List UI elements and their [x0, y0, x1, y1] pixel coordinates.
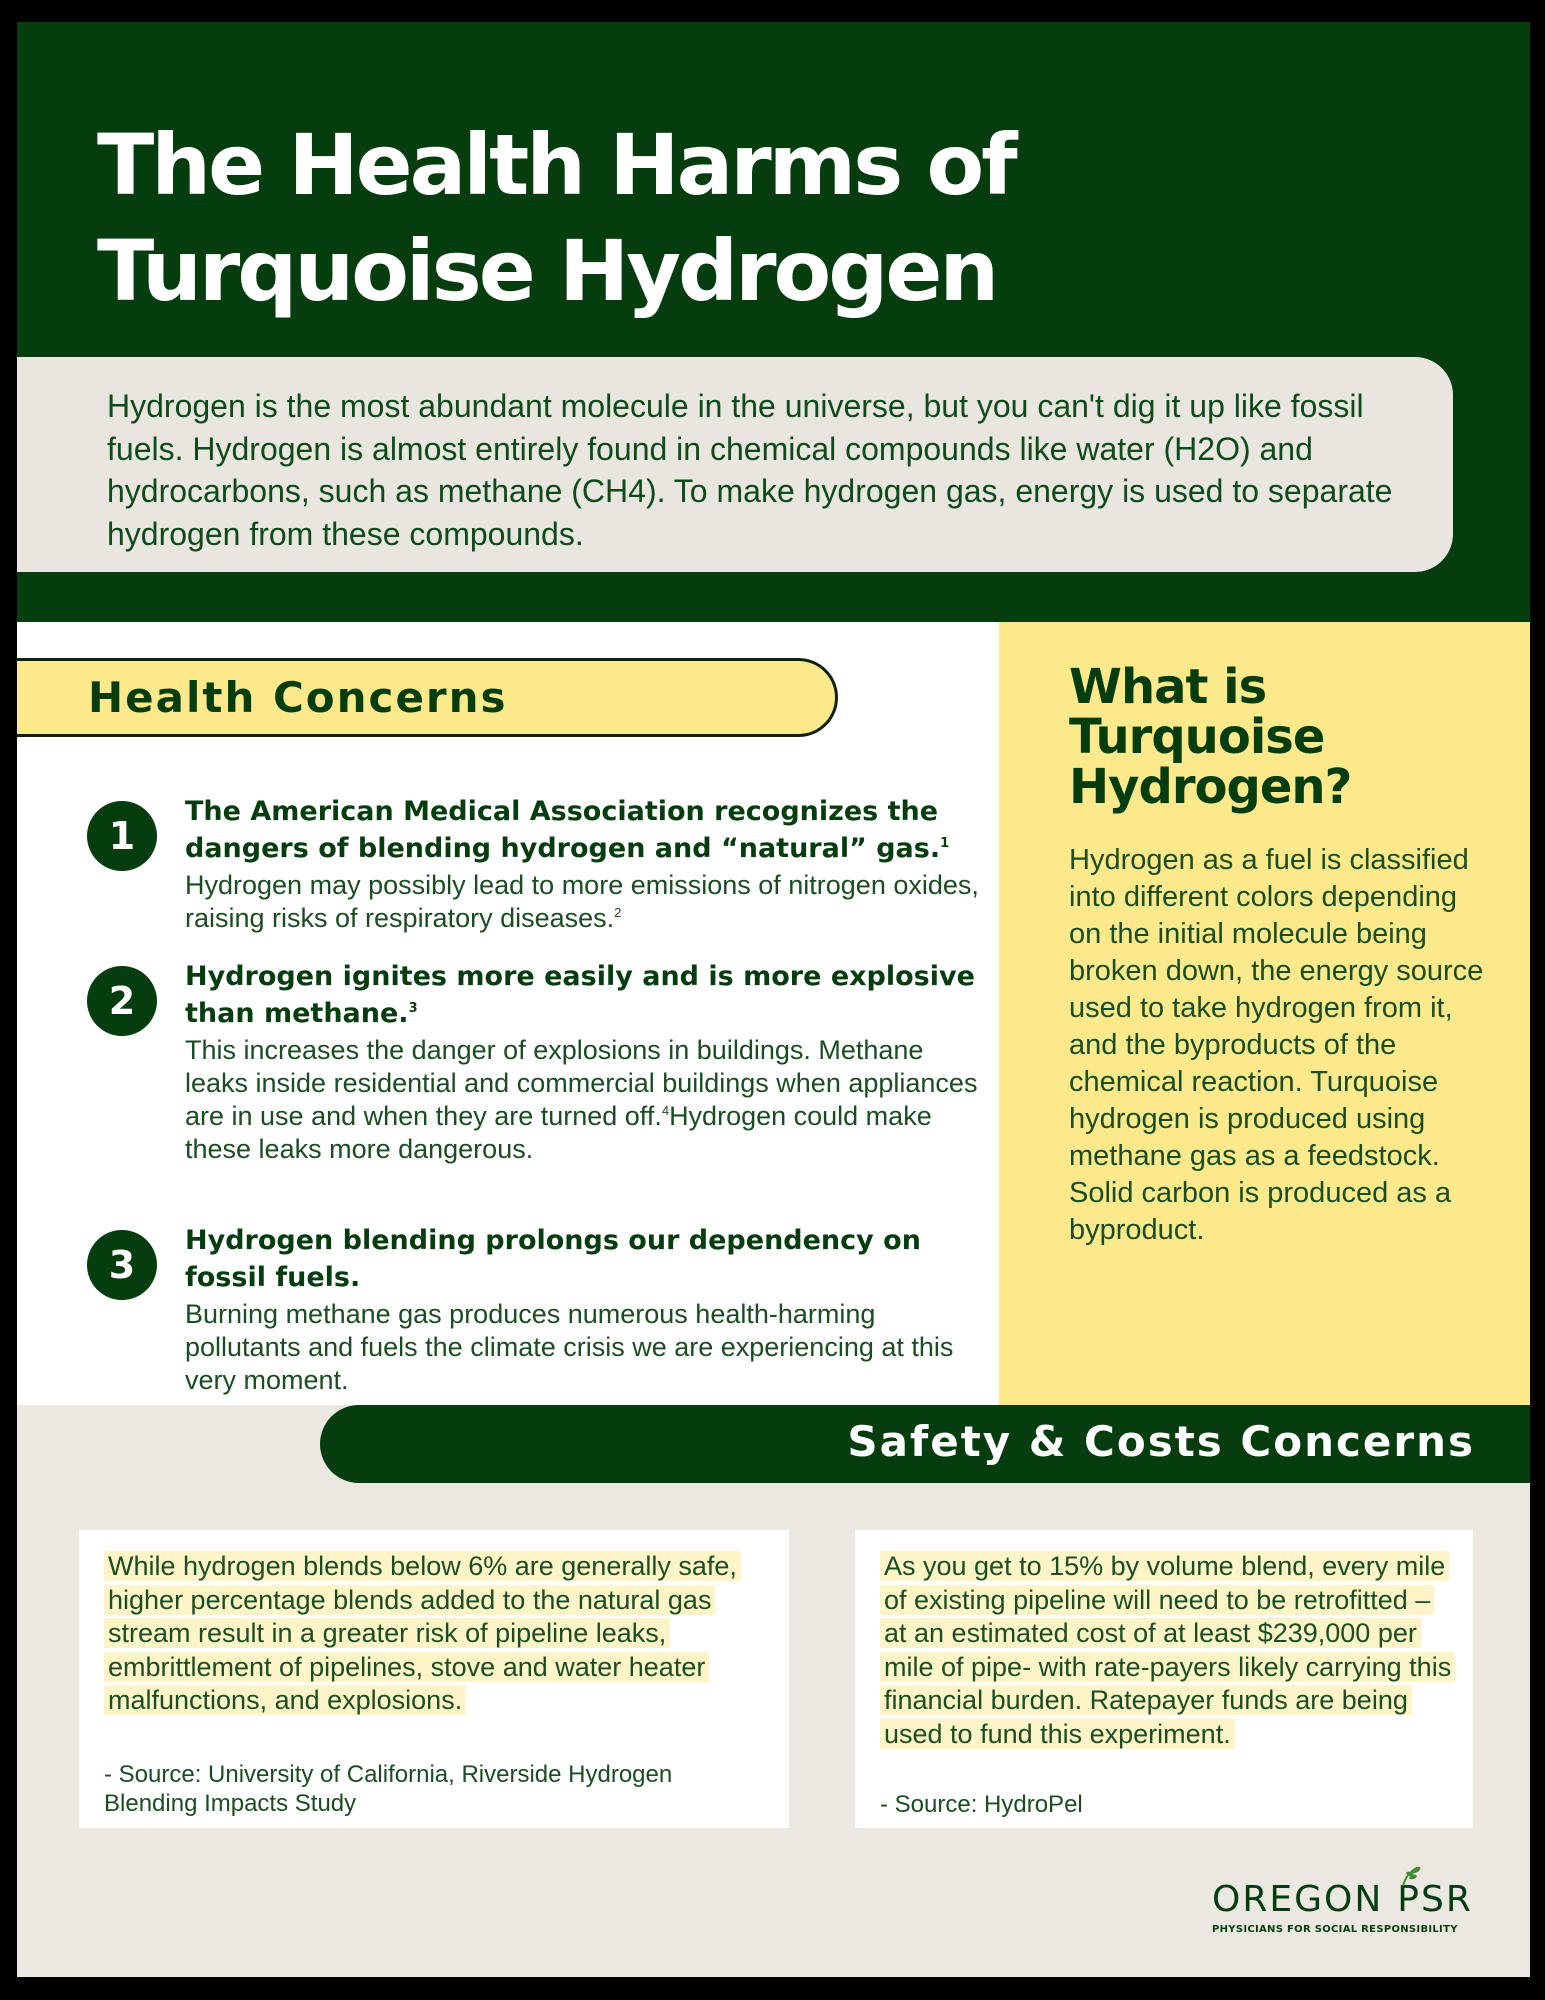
footnote-ref: 3	[408, 1001, 418, 1016]
oregon-psr-logo	[1212, 1880, 1492, 1935]
health-concerns-section	[17, 622, 999, 1405]
fact-sheet-page	[17, 22, 1530, 1977]
health-concerns-title: Health Concerns	[88, 673, 508, 722]
title-line-2: Turquoise Hydrogen	[97, 222, 997, 320]
intro-panel	[17, 357, 1453, 572]
concern-heading: Hydrogen blending prolongs our dependency on fossil fuels.	[185, 1225, 921, 1293]
sidebar-text: Hydrogen as a fuel is classified into different colors depending on the initial molecule being broken down, the energy source used to take hydrogen from it, and the byproducts of the chemical reaction. Turquoise hydrogen is produced using methane gas as a feedstock. Solid carbon is produced as a byproduct.	[1069, 844, 1484, 1246]
number-badge: 2	[87, 966, 157, 1036]
safety-banner	[320, 1405, 1530, 1483]
safety-card-2	[855, 1530, 1473, 1828]
card-source: - Source: HydroPel	[880, 1791, 1083, 1818]
card-text: As you get to 15% by volume blend, every mile of existing pipeline will need to be retrofitted – at an estimated cost of at least $239,000 per mile of pipe- with rate-payers likely carrying this financial burden. Ratepayer funds are being used to fund this experiment.	[880, 1550, 1455, 1751]
footnote-ref: 1	[940, 836, 950, 851]
page-title	[97, 112, 1397, 324]
safety-card-1	[79, 1530, 789, 1828]
number-badge: 1	[87, 801, 157, 871]
concern-body: This increases the danger of explosions in buildings. Methane leaks inside residential and commercial buildings when appliances are in use and when they are turned off.$^4$Hydrogen could make these leaks more dangerous.	[185, 1035, 978, 1164]
concern-heading: Hydrogen ignites more easily and is more explosive than methane.$^3$	[185, 961, 975, 1029]
logo-word-psr: PSR	[1397, 1879, 1473, 1920]
footnote-ref: 2	[614, 905, 622, 920]
concern-body: Burning methane gas produces numerous health-harming pollutants and fuels the climate crisis we are experiencing at this very moment.	[185, 1299, 954, 1395]
concern-heading: The American Medical Association recognizes the dangers of blending hydrogen and “natural” gas.$^1$	[185, 796, 950, 864]
card-source: - Source: University of California, Riverside Hydrogen Blending Impacts Study	[104, 1761, 673, 1817]
leaf-icon	[1399, 1866, 1425, 1888]
concern-body: Hydrogen may possibly lead to more emissions of nitrogen oxides, raising risks of respiratory diseases.$^2$	[185, 870, 979, 933]
logo-tagline: PHYSICIANS FOR SOCIAL RESPONSIBILITY	[1212, 1924, 1458, 1935]
number-badge: 3	[87, 1230, 157, 1300]
intro-text: Hydrogen is the most abundant molecule in the universe, but you can't dig it up like fossil fuels. Hydrogen is almost entirely found in chemical compounds like water (H2O) and hydrocarbons, such as methane (CH4). To make hydrogen gas, energy is used to separate hydrogen from these compounds.	[107, 388, 1393, 552]
health-concerns-banner	[17, 658, 838, 737]
safety-title: Safety & Costs Concerns	[847, 1417, 1475, 1466]
sidebar-title: What is Turquoise Hydrogen?	[1069, 659, 1352, 815]
card-text: While hydrogen blends below 6% are generally safe, higher percentage blends added to the natural gas stream result in a greater risk of pipeline leaks, embrittlement of pipelines, stove and water heater malfunctions, and explosions.	[104, 1550, 744, 1718]
header-section	[17, 22, 1530, 622]
title-line-1: The Health Harms of	[97, 116, 1015, 214]
logo-word-oregon: OREGON	[1212, 1879, 1384, 1920]
sidebar-section	[999, 622, 1530, 1405]
footnote-ref: 4	[661, 1103, 670, 1118]
